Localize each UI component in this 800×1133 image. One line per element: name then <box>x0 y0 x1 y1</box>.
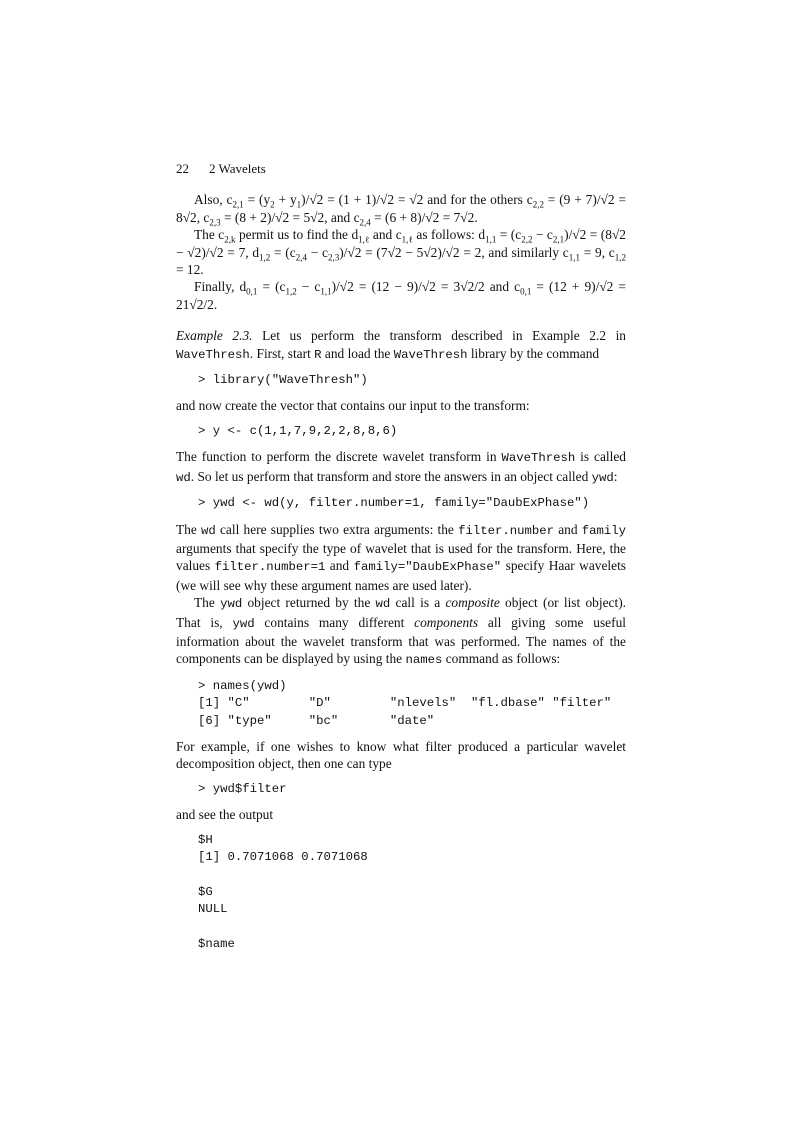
example-label: Example 2.3. <box>176 328 253 344</box>
chapter-title: 2 Wavelets <box>209 161 266 176</box>
paragraph-details: The $c_{2,k}$ permit us to find the $d_{1,\ell}$ and $c_{1,\ell}$ as follows: $d_{1,1} = (c_{2,2} - c_{2,1})/√2 = (8√2 - √2)/√2 = 7$, $d_{1,2} = (c_{2,4} - c_{2,3})/√2 = (7√2 - 5√2)/√2 = 2$, and similarly $c_{1,1} = 9$, $c_{1,2} = 12$. <box>176 227 627 278</box>
code-wd-call: > ywd <- wd(y, filter.number=1, family="DaubExPhase") <box>198 496 590 511</box>
text-create-vector: and now create the vector that contains our input to the transform: <box>176 398 530 414</box>
paragraph-finally: Finally, $d_{0,1} = (c_{1,2} - c_{1,1})/√2 = (12 - 9)/√2 = 3√2/2$ and $c_{0,1} = (12 + 9)/√2 = 21√2/2$. <box>176 279 626 312</box>
paragraph-coefficients: Also, $c_{2,1} = (y_2 + y_1)/√2 = (1 + 1)/√2 = √2$ and for the others $c_{2,2} = (9 + 7)/√2 = 8√2$, $c_{2,3} = (8 + 2)/√2 = 5√2$, and $c_{2,4} = (6 + 8)/√2 = 7√2$. <box>176 192 627 228</box>
paragraph-wd-arguments: The wd call here supplies two extra arguments: the filter.number and family arguments that specify the type of wavelet that is used for the transform. Here, the values filter.number=1 and family="DaubExPhase" specify Haar wavelets (we will see why these argument names are used later). <box>176 521 627 593</box>
running-header <box>176 160 626 177</box>
text-see-output: and see the output <box>176 807 274 823</box>
code-output: $H [1] 0.7071068 0.7071068 $G NULL $name <box>198 832 368 952</box>
paragraph-function: The function to perform the discrete wavelet transform in WaveThresh is called wd. So let us perform that transform and store the answers in an object called ywd: <box>176 449 626 485</box>
code-names: > names(ywd) [1] "C" "D" "nlevels" "fl.dbase" "filter" [6] "type" "bc" "date" <box>198 678 612 728</box>
paragraph-ywd-object: The ywd object returned by the wd call is a composite object (or list object). That is, ywd contains many different components all giving some useful information about the wavelet transform that was performed. The names of the components can be displayed by using the names command as follows: <box>176 595 626 668</box>
code-library: > library("WaveThresh") <box>198 373 368 388</box>
text-for-example: For example, if one wishes to know what filter produced a particular wavelet decomposition object, then one can type <box>176 738 626 772</box>
code-vector: > y <- c(1,1,7,9,2,2,8,8,6) <box>198 423 398 438</box>
code-filter: > ywd$filter <box>198 781 287 796</box>
page-number: 22 <box>176 161 189 176</box>
example-paragraph: Example 2.3. Let us perform the transform described in Example 2.2 in WaveThresh. First, start R and load the WaveThresh library by the command <box>176 328 627 362</box>
page-body <box>176 160 626 953</box>
